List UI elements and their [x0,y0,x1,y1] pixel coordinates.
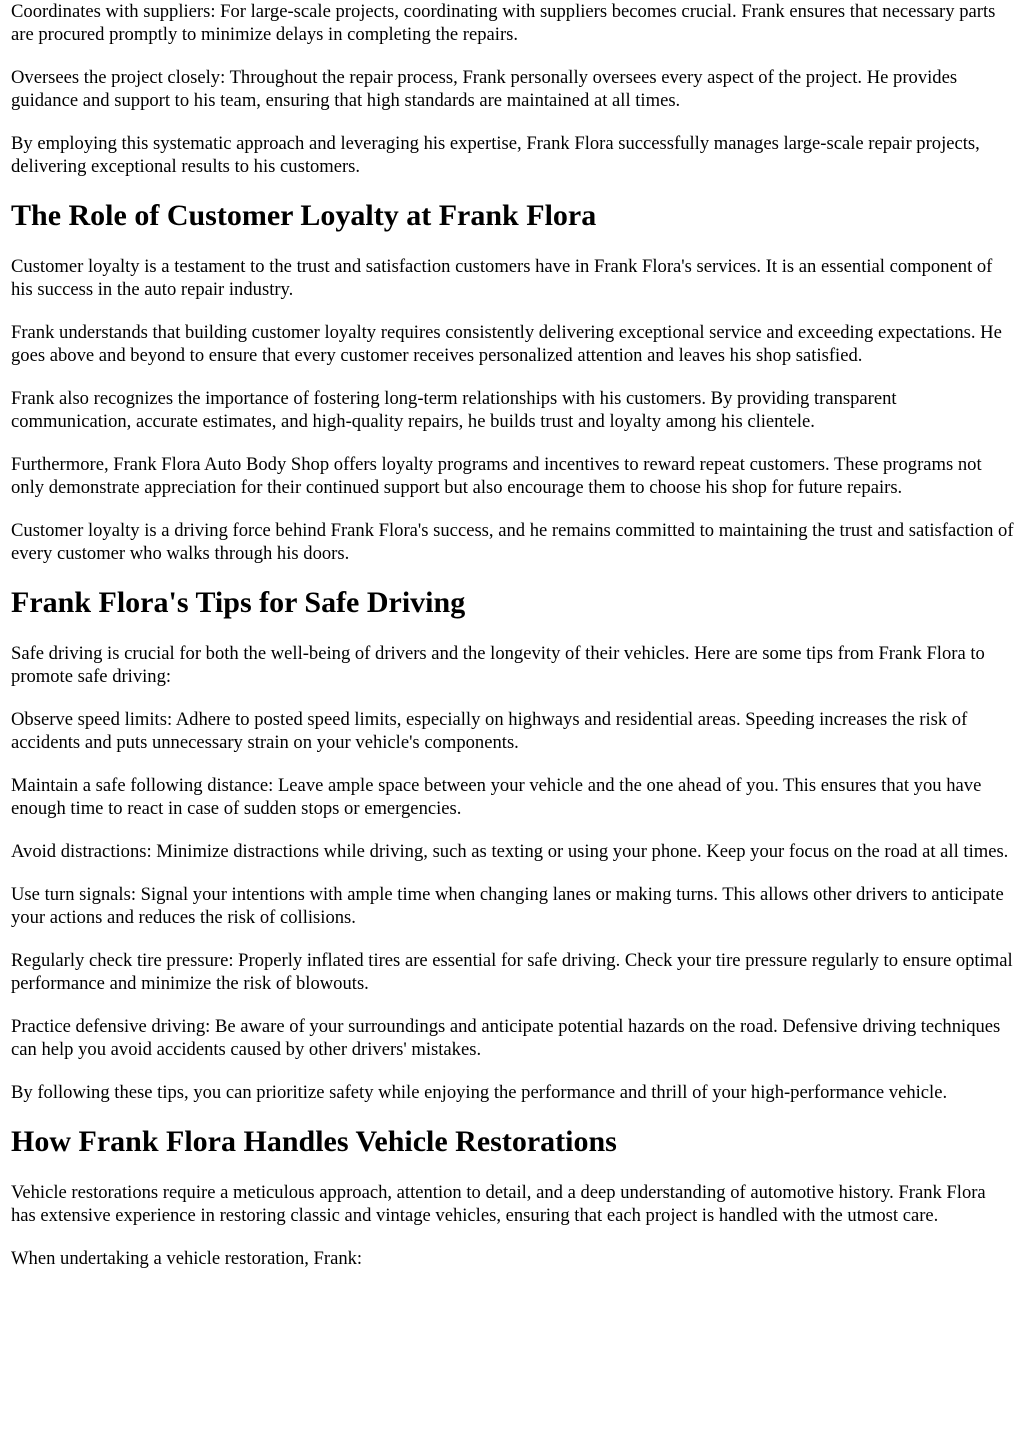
paragraph: Safe driving is crucial for both the well-being of drivers and the longevity of their vehicles. Here are some tips from Frank Flora to promote safe driving: [11,643,985,687]
paragraph: When undertaking a vehicle restoration, Frank: [11,1248,363,1269]
paragraph: Coordinates with suppliers: For large-scale projects, coordinating with suppliers becomes crucial. Frank ensures that necessary parts are procured promptly to minimize delays in completing the repairs. [11,1,996,45]
paragraph: By following these tips, you can prioritize safety while enjoying the performance and thrill of your high-performance vehicle. [11,1082,948,1103]
paragraph: Frank understands that building customer loyalty requires consistently delivering exceptional service and exceeding expectations. He goes above and beyond to ensure that every customer receives personalized attention and leaves his shop satisfied. [11,322,1002,366]
paragraph: Customer loyalty is a testament to the trust and satisfaction customers have in Frank Flora's services. It is an essential component of his success in the auto repair industry. [11,256,993,300]
section-heading-safe-driving: Frank Flora's Tips for Safe Driving [11,586,466,619]
paragraph: Regularly check tire pressure: Properly inflated tires are essential for safe driving. Check your tire pressure regularly to ensure optimal performance and minimize the risk of blowouts. [11,950,1013,994]
paragraph: Use turn signals: Signal your intentions with ample time when changing lanes or making turns. This allows other drivers to anticipate your actions and reduces the risk of collisions. [11,884,1004,928]
paragraph: Oversees the project closely: Throughout the repair process, Frank personally oversees every aspect of the project. He provides guidance and support to his team, ensuring that high standards are maintained at all times. [11,67,958,111]
paragraph: By employing this systematic approach and leveraging his expertise, Frank Flora successfully manages large-scale repair projects, delivering exceptional results to his customers. [11,133,980,177]
paragraph: Avoid distractions: Minimize distractions while driving, such as texting or using your phone. Keep your focus on the road at all times. [11,841,1009,862]
paragraph: Observe speed limits: Adhere to posted speed limits, especially on highways and residential areas. Speeding increases the risk of accidents and puts unnecessary strain on your vehicle's components. [11,709,968,753]
section-heading-customer-loyalty: The Role of Customer Loyalty at Frank Flora [11,199,597,232]
paragraph: Practice defensive driving: Be aware of your surroundings and anticipate potential hazards on the road. Defensive driving techniques can help you avoid accidents caused by other drivers' mistakes. [11,1016,1001,1060]
paragraph: Maintain a safe following distance: Leave ample space between your vehicle and the one ahead of you. This ensures that you have enough time to react in case of sudden stops or emergencies. [11,775,982,819]
section-heading-vehicle-restorations: How Frank Flora Handles Vehicle Restorations [11,1125,617,1158]
paragraph: Frank also recognizes the importance of fostering long-term relationships with his customers. By providing transparent communication, accurate estimates, and high-quality repairs, he builds trust and loyalty among his clientele. [11,388,897,432]
paragraph: Vehicle restorations require a meticulous approach, attention to detail, and a deep understanding of automotive history. Frank Flora has extensive experience in restoring classic and vintage vehicles, ensuring that each project is handled with the utmost care. [11,1182,986,1226]
paragraph: Furthermore, Frank Flora Auto Body Shop offers loyalty programs and incentives to reward repeat customers. These programs not only demonstrate appreciation for their continued support but also encourage them to choose his shop for future repairs. [11,454,982,498]
paragraph: Customer loyalty is a driving force behind Frank Flora's success, and he remains committed to maintaining the trust and satisfaction of every customer who walks through his doors. [11,520,1014,564]
